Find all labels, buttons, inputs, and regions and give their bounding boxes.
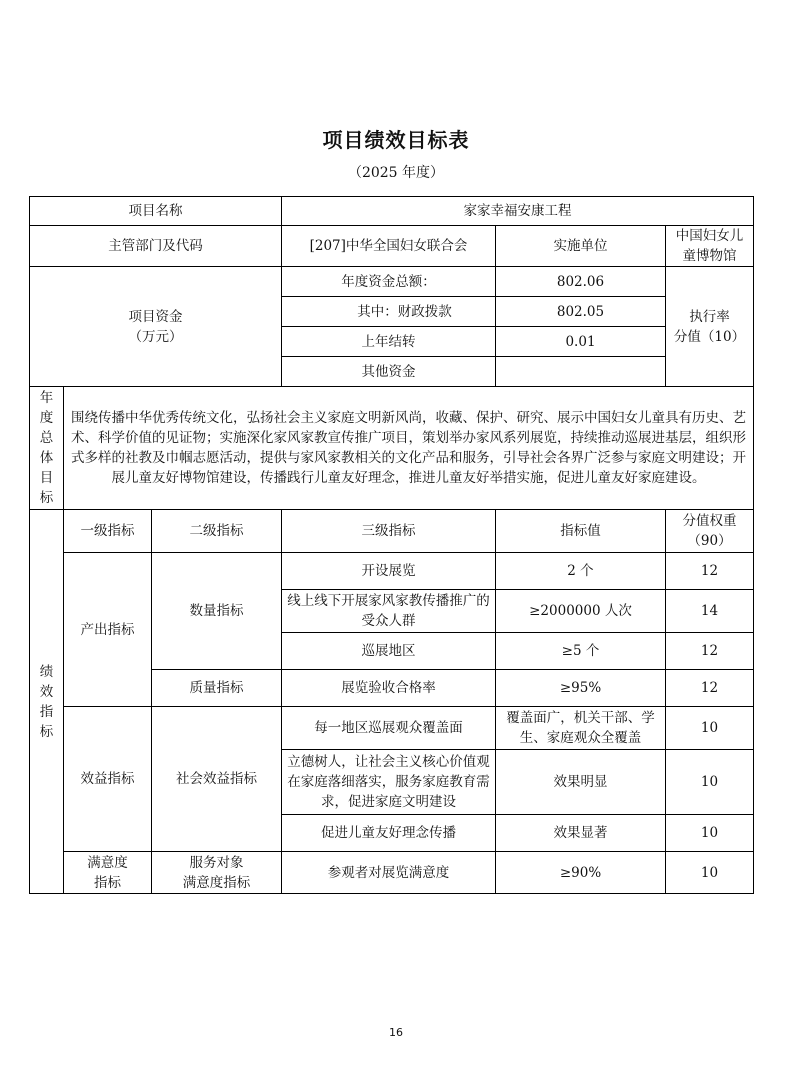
annual-goal-char: 总 [39, 430, 54, 446]
indicator-score: 12 [666, 670, 754, 707]
row-funds-total [30, 267, 754, 297]
header-level1: 一级指标 [64, 510, 152, 553]
annual-goal-label [30, 387, 64, 510]
indicator-score: 10 [666, 707, 754, 750]
indicator-score: 12 [666, 553, 754, 590]
quality-indicator-label: 质量指标 [152, 670, 282, 707]
satisfaction-label-line1: 满意度 [87, 854, 128, 871]
annual-goal-char: 年 [39, 390, 54, 406]
implementing-unit-label: 实施单位 [496, 226, 666, 267]
indicator-value: 效果明显 [496, 750, 666, 815]
page-subtitle: （2025 年度） [347, 165, 445, 181]
indicator-value: 2 个 [496, 553, 666, 590]
header-value: 指标值 [496, 510, 666, 553]
indicator-name: 线上线下开展家风家教传播推广的受众人群 [282, 590, 496, 633]
indicator-value: ≥5 个 [496, 633, 666, 670]
funds-label-line2: （万元） [128, 328, 183, 345]
page-title: 项目绩效目标表 [322, 128, 470, 152]
indicator-value: ≥95% [496, 670, 666, 707]
department-value: [207]中华全国妇女联合会 [282, 226, 496, 267]
project-name-value: 家家幸福安康工程 [282, 197, 754, 226]
social-benefit-indicator-label: 社会效益指标 [152, 707, 282, 852]
indicator-name: 展览验收合格率 [282, 670, 496, 707]
indicator-score: 14 [666, 590, 754, 633]
indicators-char: 标 [39, 723, 54, 740]
indicator-value: ≥2000000 人次 [496, 590, 666, 633]
indicators-char: 指 [39, 703, 54, 720]
annual-goal-char: 度 [39, 410, 54, 426]
annual-goal-char: 标 [39, 490, 54, 506]
indicator-value: ≥90% [496, 852, 666, 894]
row-project-name [30, 197, 754, 226]
annual-goal-text: 围绕传播中华优秀传统文化，弘扬社会主义家庭文明新风尚，收藏、保护、研究、展示中国妇女儿童具有历史、艺术、科学价值的见证物；实施深化家风家教宣传推广项目，策划举办家风系列展览，持续推动巡展进基层，组织形式多样的社教及巾帼志愿活动，提供与家风家教相关的文化产品和服务，引导社会各界广泛参与家庭文明建设；开展儿童友好博物馆建设，传播践行儿童友好理念，推进儿童友好举措实施，促进儿童友好家庭建设。 [64, 387, 754, 510]
indicator-name: 参观者对展览满意度 [282, 852, 496, 894]
header-weight [666, 510, 754, 553]
indicator-name: 立德树人，让社会主义核心价值观在家庭落细落实，服务家庭教育需求，促进家庭文明建设 [282, 750, 496, 815]
department-label: 主管部门及代码 [30, 226, 282, 267]
indicator-score: 10 [666, 852, 754, 894]
execution-rate-line1: 执行率 [689, 308, 730, 325]
funds-row-label: 其他资金 [282, 357, 496, 387]
project-name-label: 项目名称 [30, 197, 282, 226]
header-level3: 三级指标 [282, 510, 496, 553]
table-row [30, 852, 754, 894]
table-row [30, 707, 754, 750]
performance-target-table [29, 196, 754, 894]
output-indicator-label: 产出指标 [64, 553, 152, 707]
row-department [30, 226, 754, 267]
indicator-name: 促进儿童友好理念传播 [282, 815, 496, 852]
quantity-indicator-label: 数量指标 [152, 553, 282, 670]
service-satisfaction-line2: 满意度指标 [182, 874, 251, 891]
satisfaction-label-line2: 指标 [94, 874, 121, 891]
indicators-label [30, 510, 64, 894]
funds-row-value [496, 357, 666, 387]
service-satisfaction-line1: 服务对象 [189, 854, 244, 871]
satisfaction-indicator-label [64, 852, 152, 894]
funds-label [30, 267, 282, 387]
indicator-value: 覆盖面广，机关干部、学生、家庭观众全覆盖 [496, 707, 666, 750]
benefit-indicator-label: 效益指标 [64, 707, 152, 852]
service-satisfaction-label [152, 852, 282, 894]
indicator-score: 10 [666, 750, 754, 815]
page-number: 16 [389, 1026, 403, 1039]
indicator-name: 每一地区巡展观众覆盖面 [282, 707, 496, 750]
indicator-name: 开设展览 [282, 553, 496, 590]
header-level2: 二级指标 [152, 510, 282, 553]
funds-row-label: 其中：财政拨款 [282, 297, 496, 327]
indicators-char: 绩 [39, 663, 54, 680]
indicators-char: 效 [39, 683, 54, 700]
row-indicator-headers [30, 510, 754, 553]
header-weight-line2: （90） [687, 533, 732, 549]
annual-goal-char: 目 [39, 470, 54, 486]
indicator-value: 效果显著 [496, 815, 666, 852]
funds-label-line1: 项目资金 [128, 308, 183, 325]
header-weight-line1: 分值权重 [682, 513, 737, 529]
funds-row-value: 802.06 [496, 267, 666, 297]
table-row [30, 553, 754, 590]
funds-row-label: 上年结转 [282, 327, 496, 357]
execution-rate-line2: 分值（10） [673, 328, 746, 345]
indicator-score: 10 [666, 815, 754, 852]
funds-row-value: 0.01 [496, 327, 666, 357]
indicator-name: 巡展地区 [282, 633, 496, 670]
annual-goal-char: 体 [39, 450, 54, 466]
execution-rate-score [666, 267, 754, 387]
funds-row-label: 年度资金总额： [282, 267, 496, 297]
funds-row-value: 802.05 [496, 297, 666, 327]
implementing-unit-value: 中国妇女儿童博物馆 [666, 226, 754, 267]
indicator-score: 12 [666, 633, 754, 670]
row-annual-goal [30, 387, 754, 510]
